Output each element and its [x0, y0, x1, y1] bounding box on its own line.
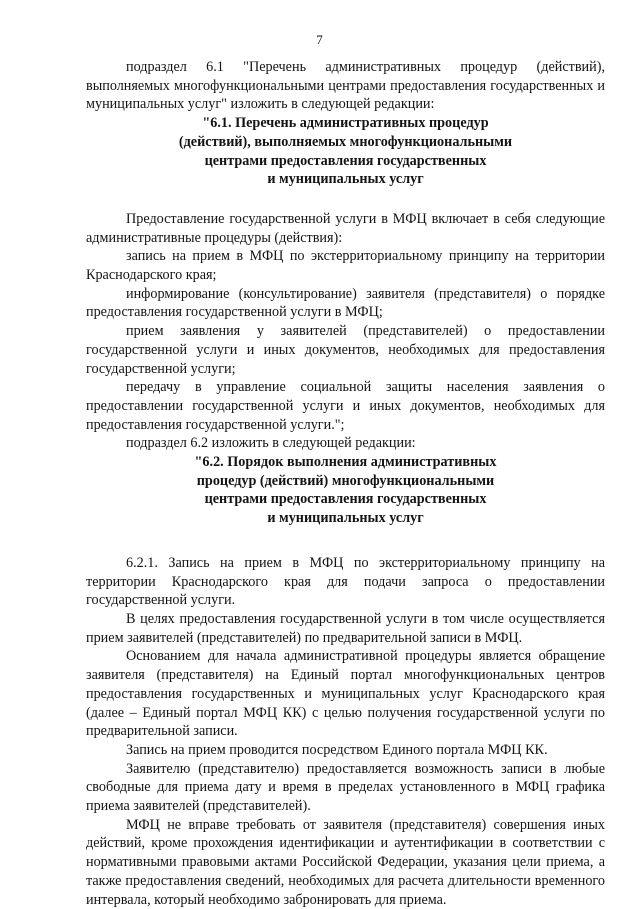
spacer — [86, 189, 605, 210]
page-number: 7 — [316, 32, 323, 47]
paragraph: МФЦ не вправе требовать от заявителя (представителя) совершения иных действий, кроме прохождения идентификации и аутентификации в соответствии с нормативными правовыми актами Российской Федерации, указания цели приема, а также предоставления сведений, необходимых для расчета длительности временного интервала, который необходимо забронировать для приема. — [86, 816, 605, 908]
heading-line: "6.1. Перечень административных процедур — [202, 115, 489, 132]
paragraph: В целях предоставления государственной услуги в том числе осуществляется прием заявителей (представителей) по предварительной записи в МФЦ. — [86, 610, 605, 646]
heading-line: "6.2. Порядок выполнения административных — [194, 454, 497, 471]
paragraph: Заявителю (представителю) предоставляется возможность записи в любые свободные для приема дату и время в пределах установленного в МФЦ графика приема заявителей (представителей). — [86, 760, 605, 815]
paragraph: Предоставление государственной услуги в МФЦ включает в себя следующие административные процедуры (действия): — [86, 210, 605, 246]
spacer — [86, 528, 605, 554]
paragraph: информирование (консультирование) заявителя (представителя) о порядке предоставления государственной услуги в МФЦ; — [86, 285, 605, 321]
heading-line: (действий), выполняемых многофункциональными — [178, 133, 513, 150]
paragraph: запись на прием в МФЦ по экстерриториальному принципу на территории Краснодарского края; — [86, 248, 605, 284]
section-6-2-intro: подраздел 6.2 изложить в следующей редакции: — [126, 435, 416, 452]
paragraph: 6.2.1. Запись на прием в МФЦ по экстерриториальному принципу на территории Краснодарского края для подачи запроса о предоставлении государственной услуги. — [86, 554, 605, 609]
section-6-1-heading — [86, 114, 605, 189]
paragraph: передачу в управление социальной защиты населения заявления о предоставлении государственной услуги и иных документов, необходимых для предоставления государственной услуги."; — [86, 379, 605, 433]
section-6-1-intro: подраздел 6.1 "Перечень административных процедур (действий), выполняемых многофункциональными центрами предоставления государственных и муниципальных услуг" изложить в следующей редакции: — [86, 59, 605, 113]
paragraph: прием заявления у заявителей (представителей) о предоставлении государственной услуги и иных документов, необходимых для предоставления государственной услуги; — [86, 323, 605, 377]
heading-line: процедур (действий) многофункциональными — [196, 472, 495, 489]
paragraph: Основанием для начала административной процедуры является обращение заявителя (представителя) на Единый портал многофункциональных центров предоставления государственных и муниципальных услуг Краснодарского края (далее – Единый портал МФЦ КК) с целью получения государственной услуги по предварительной записи. — [86, 648, 605, 740]
heading-line: центрами предоставления государственных — [204, 491, 487, 508]
heading-line: и муниципальных услуг — [267, 171, 424, 188]
paragraph: Запись на прием проводится посредством Единого портала МФЦ КК. — [126, 741, 548, 758]
heading-line: центрами предоставления государственных — [204, 152, 487, 169]
heading-line: и муниципальных услуг — [267, 510, 424, 527]
section-6-2-heading — [86, 453, 605, 528]
document-body — [86, 58, 605, 909]
